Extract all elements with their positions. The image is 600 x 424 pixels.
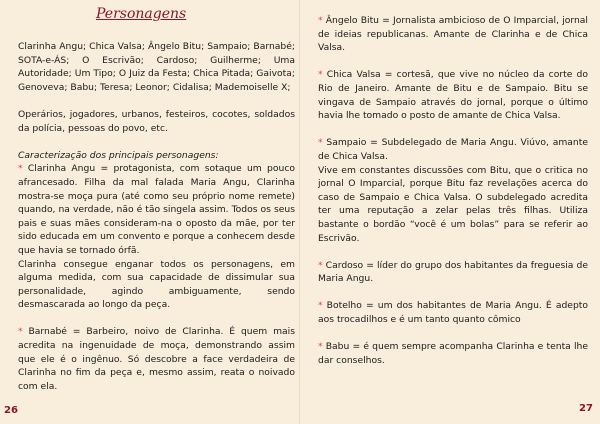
entry-text: Sampaio = Subdelegado de Maria Angu. Viúvo, amante de Chica Valsa.	[318, 137, 588, 162]
entry-botelho	[318, 299, 588, 326]
star-icon: *	[18, 326, 23, 338]
right-column	[318, 14, 588, 367]
entry-text: Cardoso = líder do grupo dos habitantes da freguesia de Maria Angu.	[318, 259, 588, 285]
entry-text: Botelho = um dos habitantes de Maria Angu. É adepto aos trocadilhos e é um tanto quanto cômico	[318, 300, 588, 326]
entry-cardoso	[318, 259, 588, 286]
entry-text: Vive em constantes discussões com Bitu, que o critica no jornal O Imparcial, porque Bitu faz revelações acerca do caso de Sampaio e Chica Valsa. O subdelegado acredita ter uma reputação a zelar pelas três filhas. Utiliza bastante o bordão “você é um bolas” para se referir ao Escrivão.	[318, 164, 588, 244]
character-list: Clarinha Angu; Chica Valsa; Ângelo Bitu; Sampaio; Barnabé; SOTA-e-ÁS; O Escrivão; Cardoso; Guilherme; Uma Autoridade; Um Tipo; O Juiz da Festa; Chica Pitada; Gaivota; Genoveva; Babu; Teresa; Leonor; Cidalisa; Mademoiselle X;	[18, 41, 295, 93]
star-icon: *	[318, 300, 323, 312]
entry-sampaio-continued	[318, 164, 588, 246]
entry-text: Ângelo Bitu = Jornalista ambicioso de O Imparcial, jornal de ideias republicanas. Amante de Clarinha e de Chica Valsa.	[318, 15, 588, 54]
star-icon: *	[318, 15, 323, 26]
entry-text: Clarinha Angu = protagonista, com sotaque um pouco afrancesado. Filha da mal falada Maria Angu, Clarinha mostra-se moça pura (até como seu próprio nome remete) quando, na verdade, não é tão singela assim. Todos os seus pais e suas mães consideram-na o oposto da mãe, por ter sido educada em um convento e porque a conhecem desde que havia se tornado órfã.	[18, 163, 295, 256]
left-column	[18, 40, 295, 393]
page-number-left: 26	[4, 405, 18, 416]
entry-text: Chica Valsa = cortesã, que vive no núcleo da corte do Rio de Janeiro. Amante de Bitu e de Sampaio. Bitu se vingava de Sampaio através do jornal, porque o último havia lhe tomado o posto de amante de Chica Valsa.	[318, 69, 588, 122]
extras-paragraph: Operários, jogadores, urbanos, festeiros, cocotes, soldados da polícia, pessoas do povo, etc.	[18, 108, 295, 134]
star-icon: *	[18, 163, 23, 175]
star-icon: *	[318, 137, 323, 149]
page-number-right: 27	[579, 403, 593, 414]
star-icon: *	[318, 341, 323, 353]
right-page	[300, 0, 600, 424]
section-heading: Caracterização dos principais personagens:	[18, 149, 219, 161]
star-icon: *	[318, 69, 323, 81]
page-title: Personagens	[96, 6, 187, 22]
entry-text: Barnabé = Barbeiro, noivo de Clarinha. É quem mais acredita na ingenuidade de moça, demonstrando assim que ele é o ingênuo. Só descobre a face verdadeira de Clarinha no fim da peça e, mesmo assim, reata o noivado com ela.	[18, 326, 295, 392]
entry-text: Clarinha consegue enganar todos os personagens, em alguma medida, com sua capacidade de dissimular sua personalidade, agindo ambiguamente, sendo desmascarada ao longo da peça.	[18, 258, 295, 311]
entry-clarinha-continued	[18, 258, 295, 312]
star-icon: *	[318, 259, 323, 271]
entry-babu	[318, 340, 588, 367]
entry-angelo-bitu	[318, 14, 588, 55]
entry-text: Babu = é quem sempre acompanha Clarinha e tenta lhe dar conselhos.	[318, 341, 588, 366]
entry-sampaio	[318, 136, 588, 163]
entry-barnabe	[18, 325, 295, 393]
entry-chica-valsa	[318, 68, 588, 122]
entry-clarinha	[18, 162, 295, 257]
